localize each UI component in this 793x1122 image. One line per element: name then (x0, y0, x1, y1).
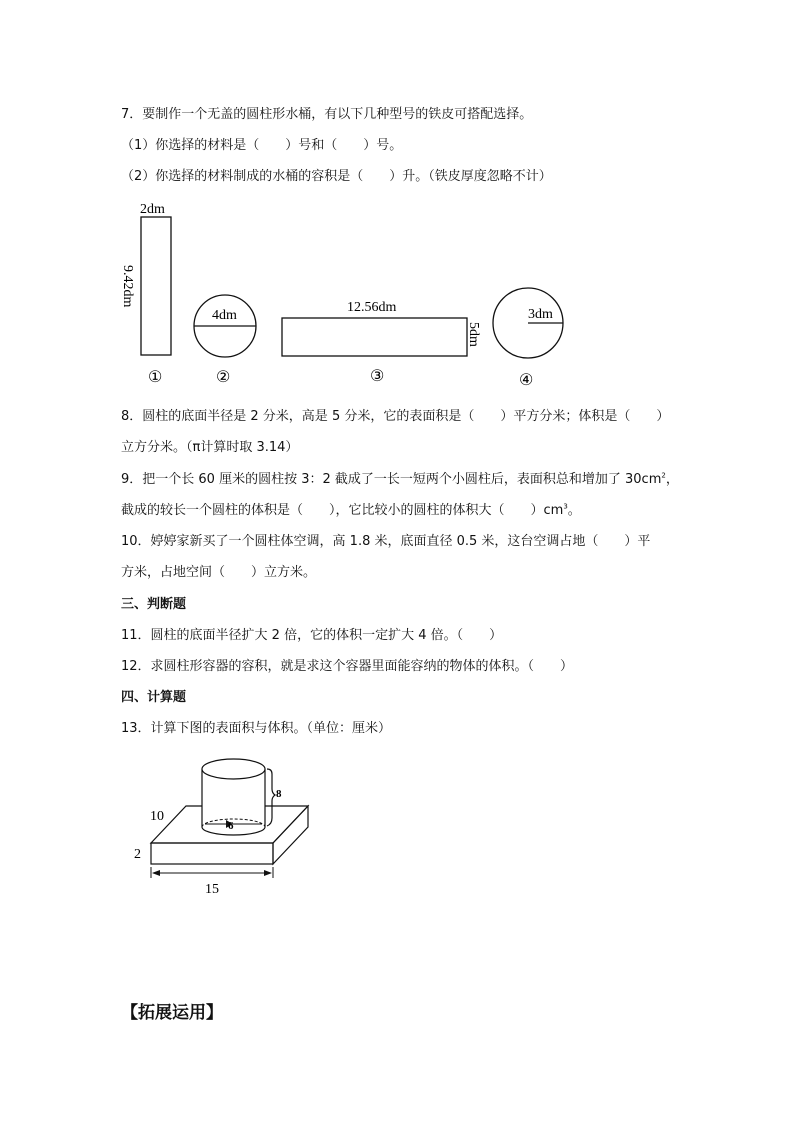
q9-line2-text: 截成的较长一个圆柱的体积是（ ），它比较小的圆柱的体积大（ ）cm (121, 503, 564, 518)
rect3-height-label: 5dm (466, 322, 481, 347)
diameter-label: 6 (228, 820, 234, 832)
label-4: ④ (519, 372, 534, 389)
q7-sub1: （1）你选择的材料是（ ）号和（ ）号。 (121, 138, 403, 153)
cylinder-bottom-front (202, 827, 265, 835)
q11: 11．圆柱的底面半径扩大 2 倍，它的体积一定扩大 4 倍。（ ） (121, 628, 503, 643)
height-label: 8 (276, 788, 282, 800)
circle2-diameter-label: 4dm (212, 308, 237, 323)
slab-right-face (273, 806, 308, 864)
q7-sub2: （2）你选择的材料制成的水桶的容积是（ ）升。（铁皮厚度忽略不计） (121, 169, 552, 184)
q9-line1-sup: 2 (661, 471, 666, 480)
q7-stem: 7．要制作一个无盖的圆柱形水桶，有以下几种型号的铁皮可搭配选择。 (121, 107, 533, 122)
rect1-height-label: 9.42dm (120, 265, 135, 308)
section-3-heading: 三、判断题 (121, 597, 187, 612)
q9-line1-end: ， (665, 472, 679, 487)
q10-line1: 10．婷婷家新买了一个圆柱体空调，高 1.8 米，底面直径 0.5 米，这台空调占地（ ）平 (121, 534, 651, 549)
section-4-heading: 四、计算题 (121, 690, 187, 705)
height-brace (267, 769, 275, 826)
length-arrow-right (264, 870, 272, 876)
label-2: ② (216, 369, 231, 386)
rect1-width-label: 2dm (140, 202, 165, 217)
cylinder-top (202, 759, 265, 779)
q9-line1-text: 9．把一个长 60 厘米的圆柱按 3：2 截成了一长一短两个小圆柱后，表面积总和增加了 30cm (121, 472, 662, 487)
circle4-diameter-label: 3dm (528, 307, 553, 322)
label-3: ③ (370, 368, 385, 385)
q8-line2: 立方分米。（π计算时取 3.14） (121, 440, 299, 455)
slab-front-face (151, 843, 273, 864)
label-1: ① (148, 369, 163, 386)
q8-line1: 8．圆柱的底面半径是 2 分米，高是 5 分米，它的表面积是（ ）平方分米；体积是（ ） (121, 409, 670, 424)
extension-heading: 【拓展运用】 (121, 1003, 223, 1023)
thickness-label: 2 (134, 847, 141, 862)
length-arrow-left (152, 870, 160, 876)
depth-label: 10 (150, 809, 164, 824)
q12: 12．求圆柱形容器的容积，就是求这个容器里面能容纳的物体的体积。（ ） (121, 659, 574, 674)
q10-line2: 方米，占地空间（ ）立方米。 (121, 565, 317, 580)
q13-stem: 13．计算下图的表面积与体积。（单位：厘米） (121, 721, 392, 736)
rect3-length-label: 12.56dm (347, 300, 397, 315)
q9-line2-sup: 3 (563, 502, 568, 511)
length-label: 15 (205, 882, 219, 897)
q9-line2-end: 。 (567, 503, 581, 518)
